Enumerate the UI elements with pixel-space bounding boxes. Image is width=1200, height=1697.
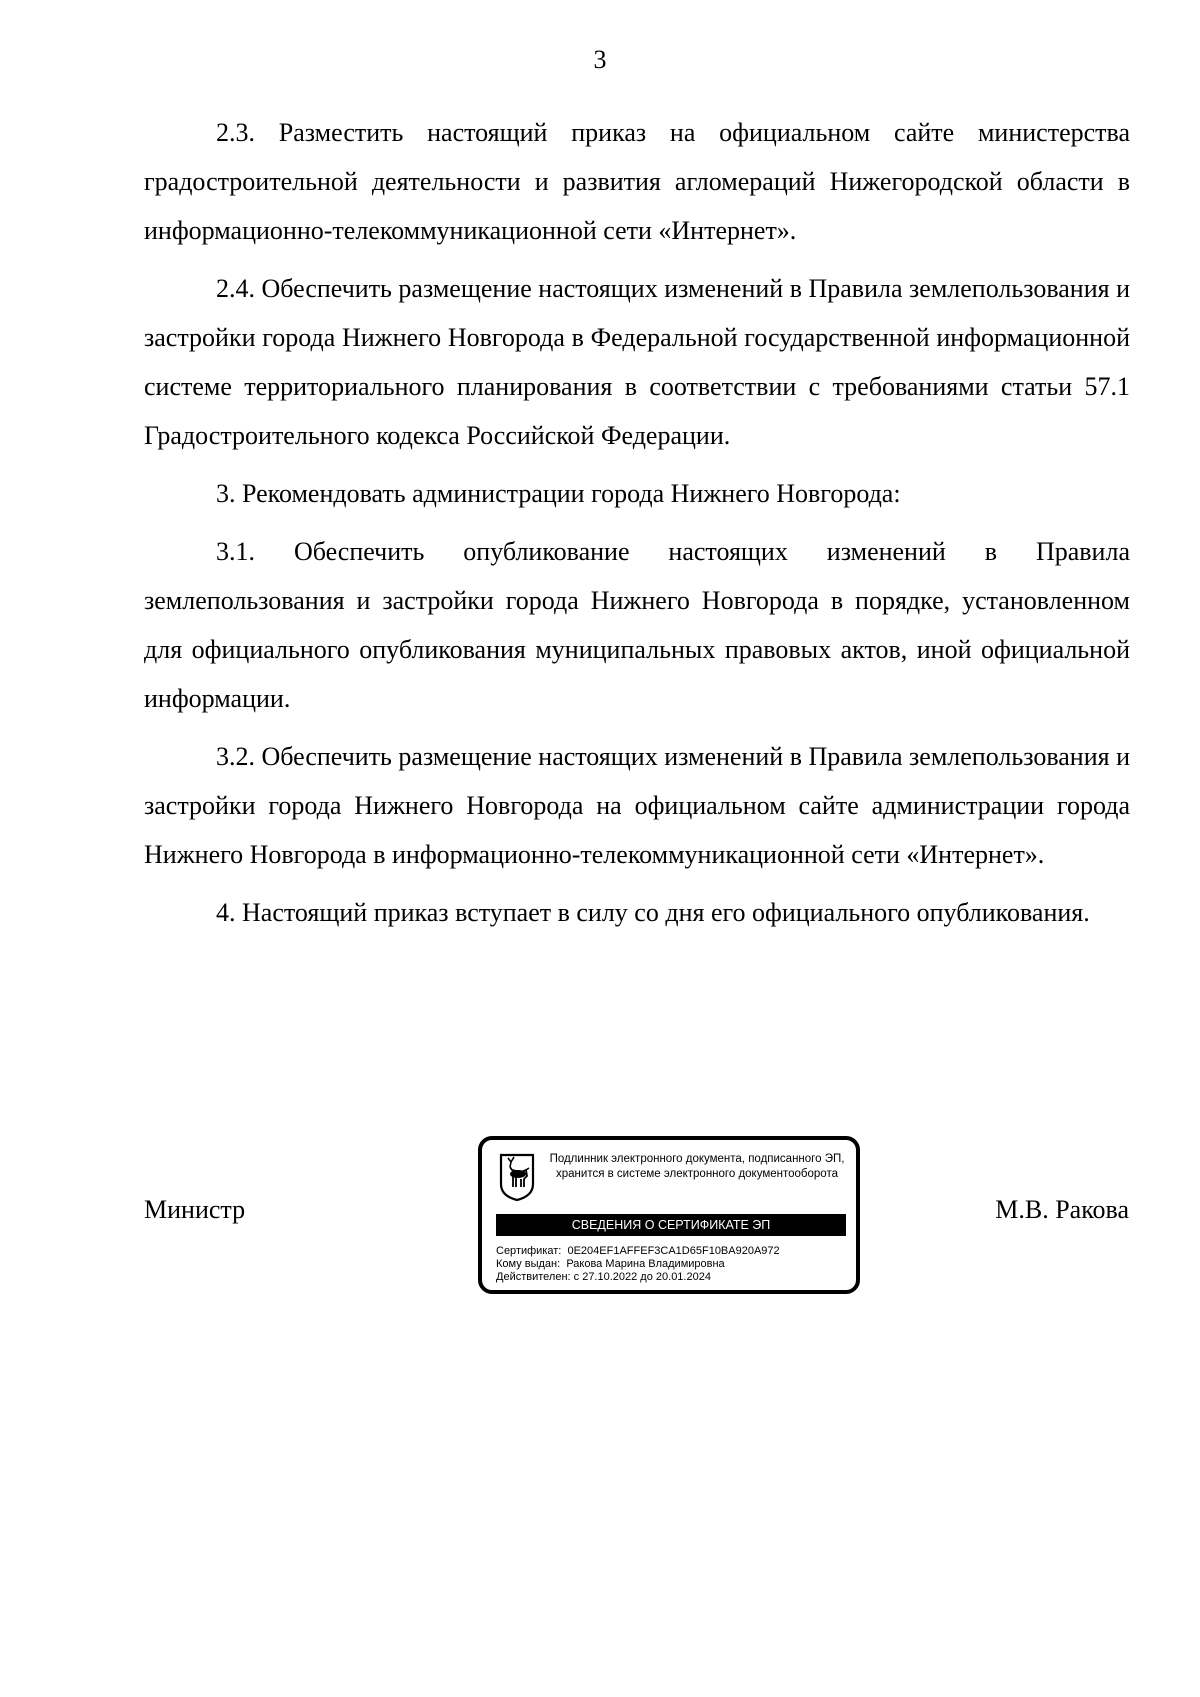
validity-label: Действителен:: [496, 1271, 571, 1283]
paragraph-3-1: 3.1. Обеспечить опубликование настоящих изменений в Правила землепользования и застройки города Нижнего Новгорода в порядке, установленном для официального опубликования муниципальных правовых актов, иной официальной информации.: [144, 537, 1130, 713]
stamp-header-line: Подлинник электронного документа, подписанного ЭП,: [549, 1153, 845, 1165]
signer-position: Министр: [144, 1195, 246, 1224]
paragraph-2-3: 2.3. Разместить настоящий приказ на официальном сайте министерства градостроительной деятельности и развития агломераций Нижегородской области в информационно-телекоммуникационной сети «Интернет».: [144, 118, 1130, 245]
electronic-signature-stamp: [478, 1136, 860, 1294]
certificate-value: 0E204EF1AFFEF3CA1D65F10BA920A972: [567, 1245, 780, 1257]
certificate-label: Сертификат:: [496, 1245, 562, 1257]
paragraph-2-4: 2.4. Обеспечить размещение настоящих изменений в Правила землепользования и застройки города Нижнего Новгорода в Федеральной государственной информационной системе территориального планирования в соответствии с требованиями статьи 57.1 Градостроительного кодекса Российской Федерации.: [144, 274, 1130, 450]
signer-name: М.В. Ракова: [995, 1195, 1129, 1224]
validity-value: с 27.10.2022 до 20.01.2024: [573, 1271, 711, 1283]
deer-emblem-icon: [498, 1152, 536, 1202]
signature-block: [0, 1136, 1200, 1306]
paragraph-4: 4. Настоящий приказ вступает в силу со дня его официального опубликования.: [216, 898, 1090, 927]
issued-to-label: Кому выдан:: [496, 1258, 561, 1270]
paragraph-3-2: 3.2. Обеспечить размещение настоящих изменений в Правила землепользования и застройки города Нижнего Новгорода на официальном сайте администрации города Нижнего Новгорода в информационно-телекоммуникационной сети «Интернет».: [144, 742, 1130, 869]
issued-to-value: Ракова Марина Владимировна: [566, 1258, 725, 1270]
page-number: 3: [593, 45, 607, 74]
paragraph-3: 3. Рекомендовать администрации города Нижнего Новгорода:: [216, 479, 901, 508]
certificate-line: [496, 1245, 852, 1258]
document-body: [144, 108, 1130, 946]
validity-line: [496, 1271, 852, 1284]
stamp-header-line: хранится в системе электронного документооборота: [556, 1168, 838, 1180]
stamp-header: [542, 1152, 852, 1182]
issued-to-line: [496, 1258, 852, 1271]
stamp-title-bar: СВЕДЕНИЯ О СЕРТИФИКАТЕ ЭП: [496, 1214, 846, 1236]
certificate-details: [496, 1245, 852, 1284]
